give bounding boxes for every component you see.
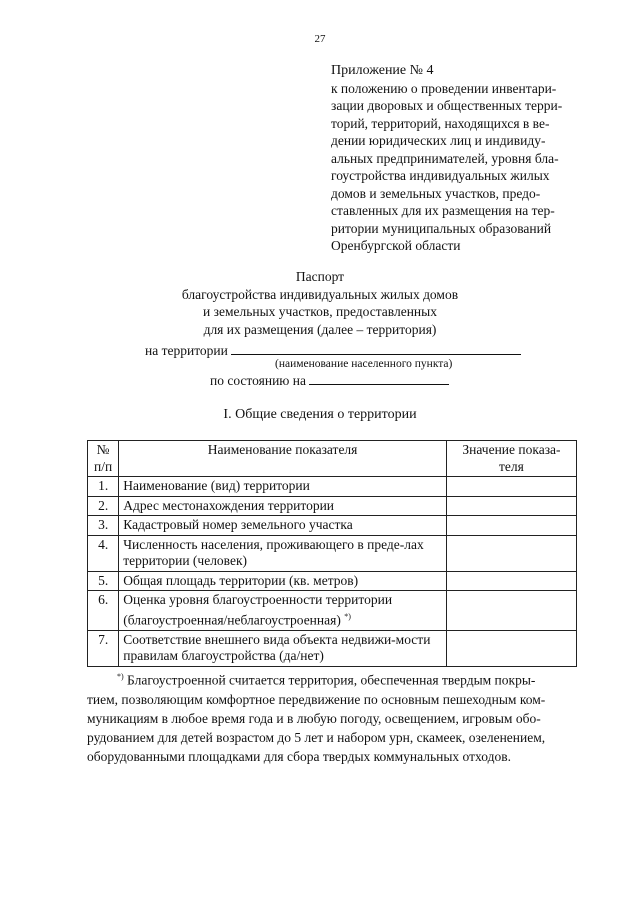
row-num: 6. bbox=[88, 591, 119, 631]
row-name bbox=[119, 591, 447, 631]
passport-subtitle-line: благоустройства индивидуальных жилых домов bbox=[181, 286, 459, 302]
appendix-title: Приложение № 4 bbox=[331, 63, 434, 78]
row-value[interactable] bbox=[446, 630, 576, 666]
row-num: 2. bbox=[88, 496, 119, 516]
header-value: Значение показа-теля bbox=[446, 441, 576, 477]
state-date-row bbox=[210, 372, 449, 389]
indicators-table bbox=[87, 440, 577, 667]
state-date-blank-field[interactable] bbox=[309, 372, 449, 385]
passport-subtitle-line: и земельных участков, предоставленных bbox=[203, 304, 437, 319]
row-value[interactable] bbox=[446, 496, 576, 516]
footnote-mark: *) bbox=[344, 611, 351, 621]
appendix-line: домов и земельных участков, предо- bbox=[331, 185, 541, 201]
row-value[interactable] bbox=[446, 477, 576, 497]
appendix-block bbox=[331, 62, 601, 255]
appendix-line: ставленных для их размещения на тер- bbox=[331, 203, 555, 218]
row-num: 5. bbox=[88, 571, 119, 591]
appendix-line: гоустройства индивидуальных жилых bbox=[331, 168, 550, 183]
footnote-line: оборудованными площадками для сбора твердых коммунальных отходов. bbox=[87, 748, 511, 764]
table-row bbox=[88, 477, 577, 497]
table-header-row bbox=[88, 441, 577, 477]
row-name-text: Оценка уровня благоустроенности территории (благоустроенная/неблагоустроенная) bbox=[123, 592, 393, 627]
table-row bbox=[88, 571, 577, 591]
row-value[interactable] bbox=[446, 535, 576, 571]
table-row bbox=[88, 630, 577, 666]
row-value[interactable] bbox=[446, 516, 576, 536]
footnote-line: муникациям в любое время года и в любую погоду, освещением, игровым обо- bbox=[87, 710, 541, 726]
header-name: Наименование показателя bbox=[119, 441, 447, 477]
appendix-line: торий, территорий, находящихся в ве- bbox=[331, 115, 550, 131]
footnote bbox=[87, 667, 577, 766]
row-name: Общая площадь территории (кв. метров) bbox=[119, 571, 447, 591]
row-value[interactable] bbox=[446, 571, 576, 591]
passport-heading bbox=[0, 268, 640, 338]
appendix-line: зации дворовых и общественных терри- bbox=[331, 98, 563, 113]
territory-hint: (наименование населенного пункта) bbox=[275, 358, 453, 370]
appendix-line: к положению о проведении инвентари- bbox=[331, 80, 557, 96]
row-num: 7. bbox=[88, 630, 119, 666]
table-row bbox=[88, 516, 577, 536]
row-name: Соответствие внешнего вида объекта недвижи-мости правилам благоустройства (да/нет) bbox=[119, 630, 447, 666]
passport-subtitle-line: для их размещения (далее – территория) bbox=[203, 321, 437, 337]
row-name: Наименование (вид) территории bbox=[119, 477, 447, 497]
section-title: I. Общие сведения о территории bbox=[223, 407, 417, 422]
row-name: Адрес местонахождения территории bbox=[119, 496, 447, 516]
state-date-label: по состоянию на bbox=[210, 373, 306, 388]
row-name: Численность населения, проживающего в преде-лах территории (человек) bbox=[119, 535, 447, 571]
appendix-line: ритории муниципальных образований bbox=[331, 220, 552, 236]
header-num: № п/п bbox=[88, 441, 119, 477]
row-num: 4. bbox=[88, 535, 119, 571]
page-number: 27 bbox=[314, 33, 326, 45]
row-value[interactable] bbox=[446, 591, 576, 631]
table-row bbox=[88, 591, 577, 631]
table-row bbox=[88, 496, 577, 516]
footnote-line: тием, позволяющим комфортное передвижение по основным пешеходным ком- bbox=[87, 691, 546, 707]
row-name: Кадастровый номер земельного участка bbox=[119, 516, 447, 536]
footnote-line: рудованием для детей возрастом до 5 лет и набором урн, скамеек, озеленением, bbox=[87, 729, 546, 745]
territory-label: на территории bbox=[145, 343, 228, 358]
territory-blank-field[interactable] bbox=[231, 342, 521, 355]
row-num: 3. bbox=[88, 516, 119, 536]
footnote-mark: *) bbox=[117, 672, 124, 681]
footnote-text: Благоустроенной считается территория, обеспеченная твердым покры- bbox=[123, 672, 536, 688]
territory-row bbox=[145, 342, 521, 359]
appendix-line: Оренбургской области bbox=[331, 238, 461, 253]
appendix-line: альных предпринимателей, уровня бла- bbox=[331, 150, 559, 166]
passport-title: Паспорт bbox=[295, 269, 345, 284]
footnote-first-line bbox=[117, 667, 577, 690]
appendix-line: дении юридических лиц и индивиду- bbox=[331, 133, 546, 148]
table-row bbox=[88, 535, 577, 571]
row-num: 1. bbox=[88, 477, 119, 497]
